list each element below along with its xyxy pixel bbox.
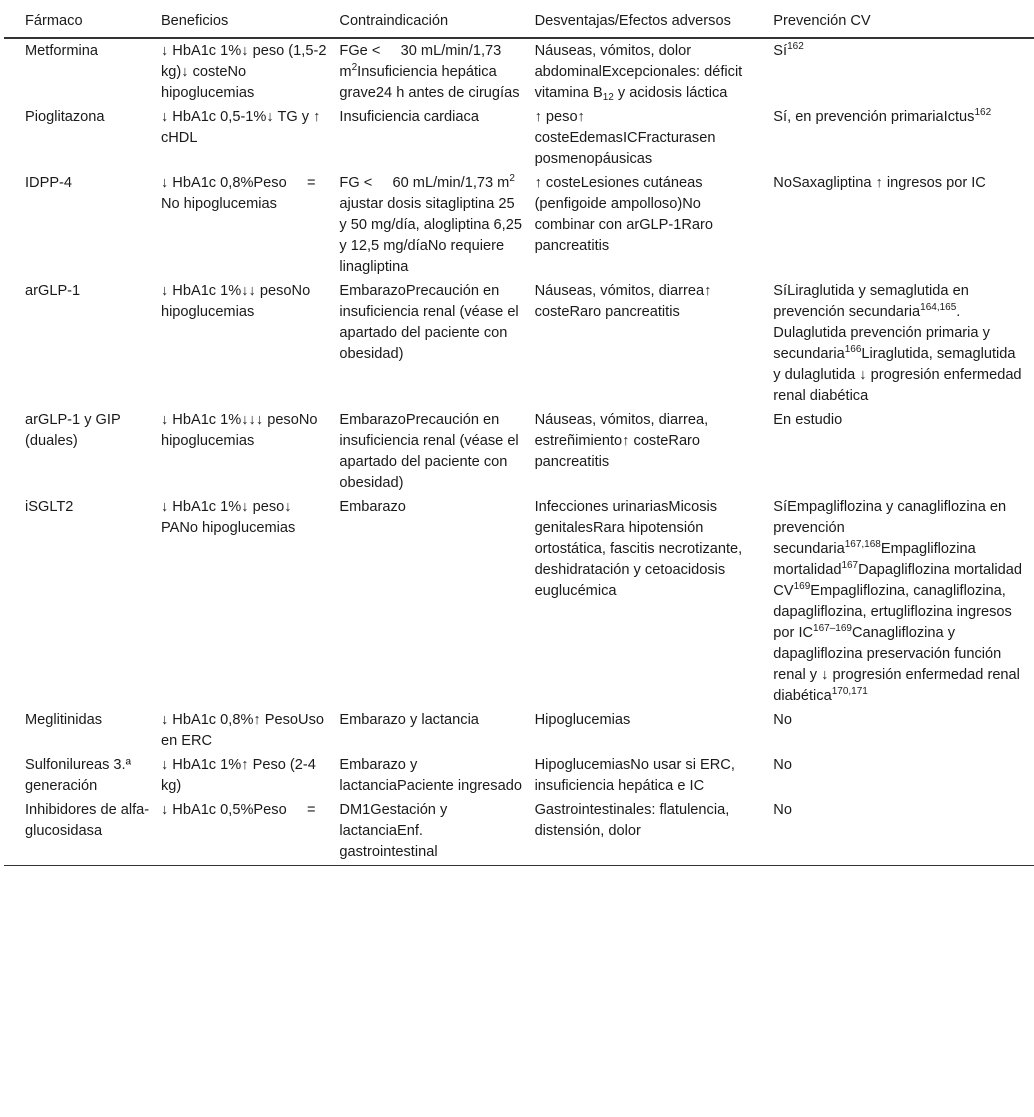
cell-desventajas	[535, 798, 774, 866]
header-farmaco: Fármaco	[4, 10, 161, 38]
cell-contraindicacion	[339, 753, 534, 798]
cell-desventajas	[535, 753, 774, 798]
cell-beneficios: ↓ HbA1c 1%↓ peso↓ PANo hipoglucemias	[160, 499, 296, 536]
cell-contraindicacion	[339, 798, 534, 866]
subscript: 12	[602, 92, 614, 103]
reference-superscript: 2	[509, 173, 515, 184]
cell-text: Infecciones urinariasMicosis genitalesRara hipotensión ortostática, fascitis necrotizante, deshidratación y cetoacidosis euglucémica	[534, 499, 743, 599]
cell-prevencion-cv	[773, 38, 1034, 105]
cell-text: Canagliflozina y dapagliflozina preservación función renal y ↓ progresión enfermedad renal diabética	[773, 625, 1020, 704]
cell-text: SíEmpagliflozina y canagliflozina en prevención secundaria	[773, 499, 1007, 557]
cell-text: DM1Gestación y lactanciaEnf. gastrointestinal	[339, 802, 452, 860]
cell-text: ↑ peso↑ costeEdemasICFracturasen posmenopáusicas	[534, 109, 716, 167]
header-contraindicacion: Contraindicación	[339, 10, 534, 38]
table-header-row	[4, 10, 1034, 38]
cell-prevencion-cv	[773, 408, 1034, 495]
cell-text: y acidosis láctica	[613, 85, 728, 101]
cell-desventajas	[535, 171, 774, 279]
cell-text: Hipoglucemias	[534, 712, 631, 728]
cell-beneficios: ↓ HbA1c 1%↑ Peso (2-4 kg)	[160, 757, 320, 794]
cell-contraindicacion	[339, 279, 534, 408]
cell-prevencion-cv	[773, 279, 1034, 408]
cell-beneficios: ↓ HbA1c 0,5-1%↓ TG y ↑ cHDL	[160, 109, 325, 146]
cell-farmaco: Inhibidores de alfa-glucosidasa	[4, 798, 161, 866]
cell-text: HipoglucemiasNo usar si ERC, insuficiencia hepática e IC	[534, 757, 735, 794]
table-row	[4, 753, 1034, 798]
cell-desventajas	[535, 708, 774, 753]
cell-text: ↑ costeLesiones cutáneas (penfigoide ampolloso)No combinar con arGLP-1Raro pancreatitis	[534, 175, 714, 254]
cell-text: Liraglutida, semaglutida y dulaglutida ↓ progresión enfermedad renal diabética	[773, 346, 1022, 404]
cell-text: Embarazo y lactanciaPaciente ingresado	[339, 757, 522, 794]
cell-text: EmbarazoPrecaución en insuficiencia renal (véase el apartado del paciente con obesidad)	[339, 283, 523, 362]
reference-superscript: 162	[974, 107, 992, 118]
cell-contraindicacion	[339, 408, 534, 495]
cell-text: Náuseas, vómitos, diarrea, estreñimiento↑ costeRaro pancreatitis	[534, 412, 709, 470]
cell-desventajas	[535, 279, 774, 408]
cell-prevencion-cv	[773, 105, 1034, 171]
reference-superscript: 167,168	[844, 539, 881, 550]
cell-text: Insuficiencia cardiaca	[339, 109, 479, 125]
reference-superscript: 2	[351, 62, 358, 73]
cell-farmaco: Meglitinidas	[25, 712, 103, 728]
header-beneficios: Beneficios	[161, 10, 339, 38]
cell-text: Dapagliflozina mortalidad CV	[773, 562, 1022, 599]
cell-farmaco: Metformina	[25, 43, 98, 59]
reference-superscript: 162	[787, 41, 804, 52]
cell-text: Náuseas, vómitos, dolor abdominalExcepcionales: déficit vitamina B	[534, 43, 743, 101]
cell-desventajas	[535, 38, 774, 105]
table-row	[4, 38, 1034, 105]
cell-text: Náuseas, vómitos, diarrea↑ costeRaro pancreatitis	[534, 283, 712, 320]
reference-superscript: 166	[844, 344, 862, 355]
cell-prevencion-cv	[773, 753, 1034, 798]
cell-text: ajustar dosis sitagliptina 25 y 50 mg/día, alogliptina 6,25 y 12,5 mg/díaNo requiere linagliptina	[339, 175, 527, 275]
table-row	[4, 408, 1034, 495]
cell-contraindicacion	[339, 105, 534, 171]
header-prevencion-cv: Prevención CV	[773, 10, 1034, 38]
cell-contraindicacion	[339, 171, 534, 279]
cell-farmaco: iSGLT2	[25, 499, 74, 515]
cell-prevencion-cv	[773, 798, 1034, 866]
cell-beneficios: ↓ HbA1c 1%↓↓↓ pesoNo hipoglucemias	[160, 412, 322, 449]
cell-text: Gastrointestinales: flatulencia, distensión, dolor	[534, 802, 730, 839]
drug-comparison-table	[4, 10, 1034, 866]
cell-farmaco: arGLP-1	[25, 283, 81, 299]
cell-text: No	[773, 757, 792, 773]
cell-text: Empagliflozina mortalidad	[773, 541, 976, 578]
cell-text: NoSaxagliptina ↑ ingresos por IC	[773, 175, 986, 191]
cell-text: EmbarazoPrecaución en insuficiencia renal (véase el apartado del paciente con obesidad)	[339, 412, 523, 491]
cell-text: . Dulaglutida prevención primaria y secundaria	[773, 304, 990, 362]
cell-text: Sí, en prevención primariaIctus	[773, 109, 975, 125]
table-row	[4, 708, 1034, 753]
cell-farmaco: Pioglitazona	[25, 109, 105, 125]
table-row	[4, 171, 1034, 279]
cell-contraindicacion	[339, 38, 534, 105]
cell-beneficios: ↓ HbA1c 1%↓ peso (1,5-2 kg)↓ costeNo hipoglucemias	[160, 43, 331, 101]
reference-superscript: 164,165	[920, 302, 957, 313]
cell-text: Embarazo y lactancia	[339, 712, 479, 728]
cell-text: Empagliflozina, canagliflozina, dapagliflozina, ertugliflozina ingresos por IC	[773, 583, 1012, 641]
reference-superscript: 169	[793, 581, 811, 592]
reference-superscript: 167	[841, 560, 859, 571]
cell-text: Sí	[773, 43, 788, 59]
table-row	[4, 105, 1034, 171]
cell-farmaco: IDPP-4	[25, 175, 73, 191]
cell-desventajas	[535, 105, 774, 171]
header-desventajas: Desventajas/Efectos adversos	[535, 10, 774, 38]
cell-text: FGe < 30 mL/min/1,73 m	[339, 43, 506, 80]
table-row	[4, 798, 1034, 866]
cell-text: No	[773, 712, 792, 728]
cell-beneficios: ↓ HbA1c 0,8%↑ PesoUso en ERC	[160, 712, 329, 749]
cell-text: SíLiraglutida y semaglutida en prevención secundaria	[773, 283, 969, 320]
cell-desventajas	[535, 495, 774, 708]
reference-superscript: 170,171	[831, 686, 868, 697]
cell-prevencion-cv	[773, 495, 1034, 708]
table-body	[4, 38, 1034, 866]
cell-prevencion-cv	[773, 708, 1034, 753]
reference-superscript: 167–169	[813, 623, 852, 634]
table-row	[4, 279, 1034, 408]
cell-prevencion-cv	[773, 171, 1034, 279]
cell-farmaco: arGLP-1 y GIP (duales)	[25, 412, 121, 449]
cell-beneficios: ↓ HbA1c 0,8%Peso = No hipoglucemias	[160, 175, 336, 212]
cell-text: Insuficiencia hepática grave24 h antes de cirugías	[339, 64, 520, 101]
cell-text: No	[773, 802, 792, 818]
cell-contraindicacion	[339, 708, 534, 753]
cell-text: En estudio	[773, 412, 843, 428]
cell-contraindicacion	[339, 495, 534, 708]
cell-beneficios: ↓ HbA1c 0,5%Peso =	[161, 798, 339, 866]
cell-text: Embarazo	[339, 499, 406, 515]
cell-farmaco: Sulfonilureas 3.ª generación	[25, 757, 131, 794]
cell-beneficios: ↓ HbA1c 1%↓↓ pesoNo hipoglucemias	[160, 283, 315, 320]
cell-text: FG < 60 mL/min/1,73 m	[339, 175, 510, 191]
cell-desventajas	[535, 408, 774, 495]
table-row	[4, 495, 1034, 708]
